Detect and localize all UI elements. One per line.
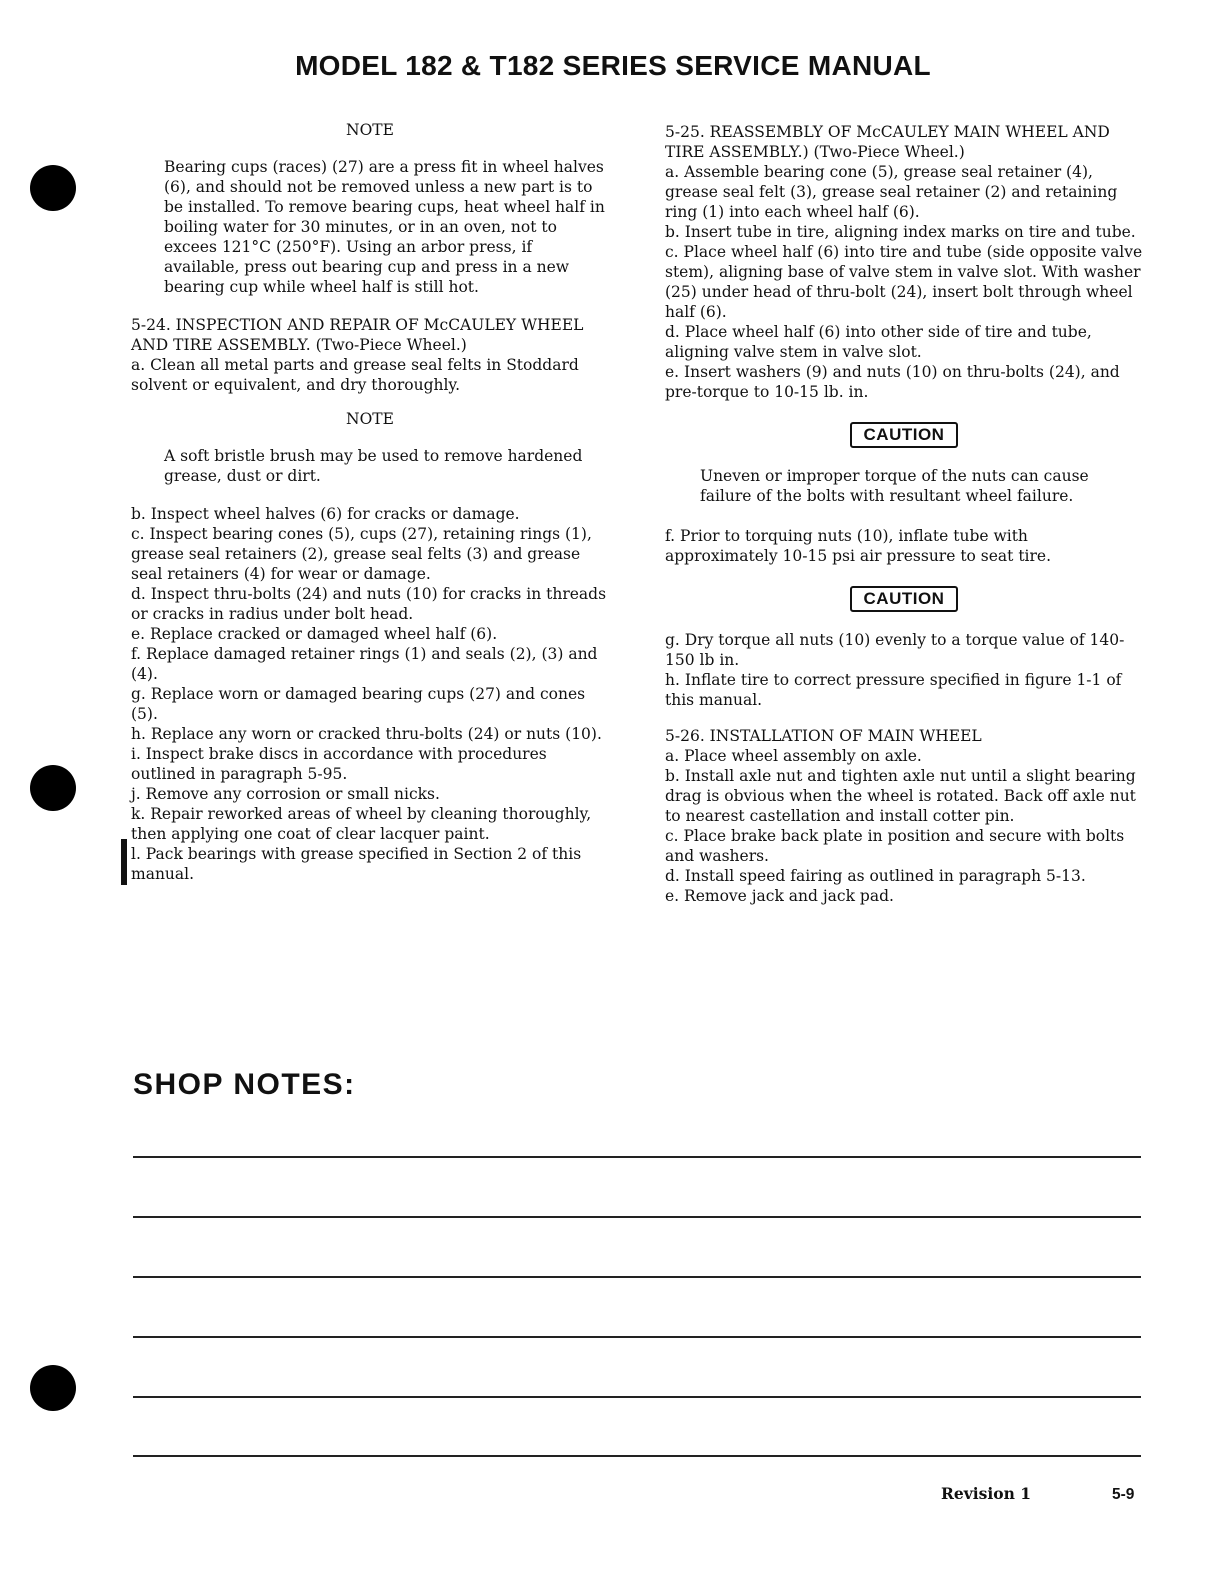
caution-body: Uneven or improper torque of the nuts can cause failure of the bolts with resultant wheel failure. [700,467,1089,505]
step-f: f. Replace damaged retainer rings (1) and seals (2), (3) and (4). [131,645,598,683]
step-c: c. Place wheel half (6) into tire and tube (side opposite valve stem), aligning base of valve stem in valve slot. With washer (25) under head of thru-bolt (24), insert bolt through wheel half (6). [665,243,1143,321]
step-f: f. Prior to torquing nuts (10), inflate tube with approximately 10-15 psi air pressure to seat tire. [665,527,1052,565]
binder-hole-bottom [30,1365,76,1411]
caution-label: CAUTION [850,586,958,612]
step-d: d. Place wheel half (6) into other side of tire and tube, aligning valve stem in valve slot. [665,323,1092,361]
step-h: h. Inflate tire to correct pressure specified in figure 1-1 of this manual. [665,671,1122,709]
notes-line [133,1336,1141,1338]
step-a: a. Place wheel assembly on axle. [665,747,922,765]
notes-line [133,1216,1141,1218]
step-e: e. Remove jack and jack pad. [665,887,894,905]
caution-label: CAUTION [850,422,958,448]
step-j: j. Remove any corrosion or small nicks. [131,785,440,803]
step-d: d. Install speed fairing as outlined in paragraph 5-13. [665,867,1086,885]
note-title: NOTE [346,121,394,139]
right-column [665,122,1143,906]
step-e: e. Insert washers (9) and nuts (10) on thru-bolts (24), and pre-torque to 10-15 lb. in. [665,363,1120,401]
note-body: A soft bristle brush may be used to remove hardened grease, dust or dirt. [164,447,583,485]
step-a: a. Clean all metal parts and grease seal felts in Stoddard solvent or equivalent, and dry thoroughly. [131,356,579,394]
step-e: e. Replace cracked or damaged wheel half (6). [131,625,498,643]
notes-line [133,1276,1141,1278]
revision-label: Revision 1 [941,1484,1032,1503]
step-a: a. Assemble bearing cone (5), grease seal retainer (4), grease seal felt (3), grease seal retainer (2) and retaining ring (1) into each wheel half (6). [665,163,1118,221]
step-g: g. Dry torque all nuts (10) evenly to a torque value of 140-150 lb in. [665,631,1125,669]
step-b: b. Install axle nut and tighten axle nut until a slight bearing drag is obvious when the wheel is rotated. Back off axle nut to nearest castellation and install cotter pin. [665,767,1136,825]
revision-change-bar [121,839,127,885]
step-i: i. Inspect brake discs in accordance with procedures outlined in paragraph 5-95. [131,745,547,783]
binder-hole-middle [30,765,76,811]
step-c: c. Inspect bearing cones (5), cups (27), retaining rings (1), grease seal retainers (2), grease seal felts (3) and grease seal retainers (4) for wear or damage. [131,525,592,583]
step-h: h. Replace any worn or cracked thru-bolts (24) or nuts (10). [131,725,602,743]
note-title: NOTE [346,410,394,428]
step-c: c. Place brake back plate in position and secure with bolts and washers. [665,827,1125,865]
section-heading-5-25: 5-25. REASSEMBLY OF McCAULEY MAIN WHEEL AND TIRE ASSEMBLY.) (Two-Piece Wheel.) [665,123,1110,161]
binder-hole-top [30,165,76,211]
step-l: l. Pack bearings with grease specified in Section 2 of this manual. [131,845,582,883]
notes-line [133,1396,1141,1398]
step-g: g. Replace worn or damaged bearing cups (27) and cones (5). [131,685,586,723]
page-title: MODEL 182 & T182 SERIES SERVICE MANUAL [295,50,931,81]
step-k: k. Repair reworked areas of wheel by cleaning thoroughly, then applying one coat of clear lacquer paint. [131,805,592,843]
notes-line [133,1455,1141,1457]
note-body: Bearing cups (races) (27) are a press fit in wheel halves (6), and should not be removed unless a new part is to be installed. To remove bearing cups, heat wheel half in boiling water for 30 minutes, or in an oven, not to excees 121°C (250°F). Using an arbor press, if available, press out bearing cup and press in a new bearing cup while wheel half is still hot. [164,158,605,296]
shop-notes-title: SHOP NOTES: [133,1068,356,1101]
section-heading-5-26: 5-26. INSTALLATION OF MAIN WHEEL [665,727,982,745]
step-b: b. Inspect wheel halves (6) for cracks or damage. [131,505,520,523]
step-b: b. Insert tube in tire, aligning index marks on tire and tube. [665,223,1136,241]
step-d: d. Inspect thru-bolts (24) and nuts (10) for cracks in threads or cracks in radius under bolt head. [131,585,607,623]
page-number: 5-9 [1112,1486,1135,1503]
section-heading-5-24: 5-24. INSPECTION AND REPAIR OF McCAULEY WHEEL AND TIRE ASSEMBLY. (Two-Piece Wheel.) [131,316,584,354]
left-column [131,120,609,884]
notes-line [133,1156,1141,1158]
